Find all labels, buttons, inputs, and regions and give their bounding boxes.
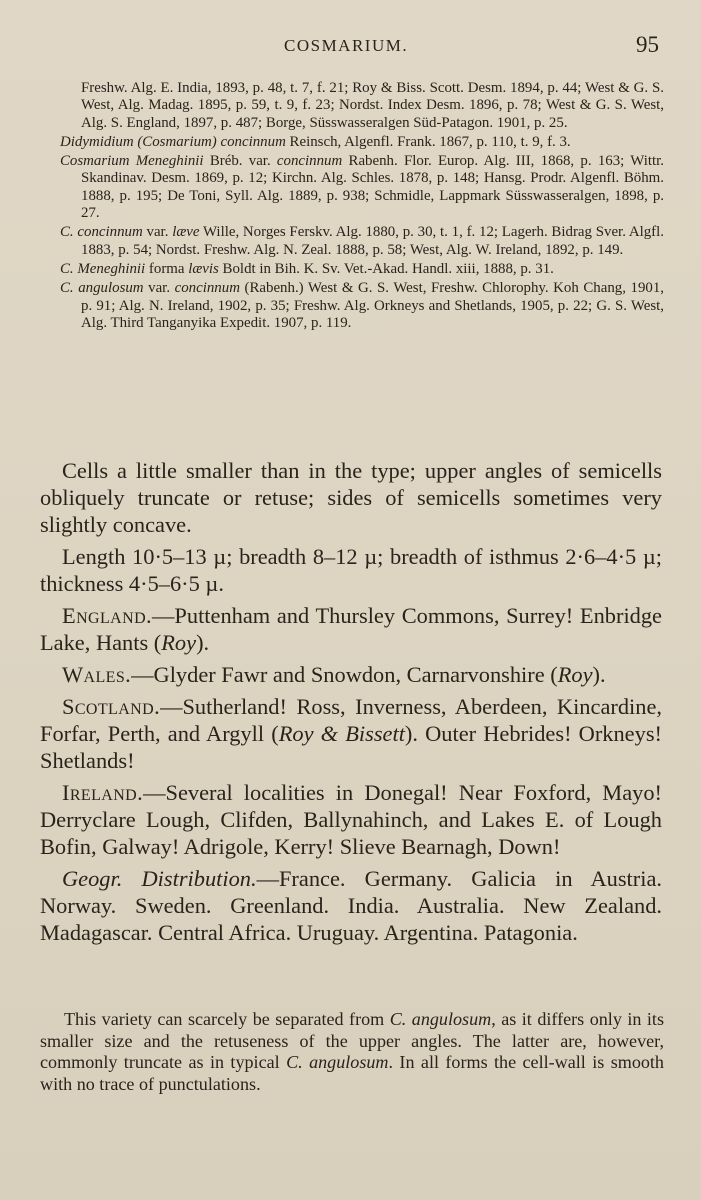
locality-label: England. <box>62 603 153 628</box>
locality-segment: —Several localities in Donegal! Near Foxford, Mayo! Derryclare Lough, Clifden, Ballynahinch, and Lakes E. of Lough Bofin, Galway! Adrigole, Kerry! Slieve Bearnagh, Down! <box>40 780 662 859</box>
locality-segment: —Sutherland! Ross, Inverness, Aberdeen, Kincardine, Forfar, Perth, and Argyll ( <box>40 694 662 746</box>
synonymy-segment: concinnum <box>276 153 343 170</box>
synonymy-segment: Freshw. Alg. E. India, 1893, p. 48, t. 7, f. 21; Roy & Biss. Scott. Desm. 1894, p. 44; West & G. S. West, Alg. Madag. 1895, p. 59, t. 9, f. 23; Nordst. Index Desm. 1896, p. 78; West & G. S. West, Alg. S. England, 1897, p. 487; Borge, Süsswasseralgen Süd-Patagon. 1901, p. 25. <box>81 80 664 131</box>
page-number: 95 <box>636 32 659 57</box>
locality-segment: Roy <box>161 630 197 655</box>
note-segment: . In all forms the cell-wall is smooth with no trace of punctulations. <box>40 1052 664 1094</box>
synonymy-segment: var. <box>142 224 173 241</box>
synonymy-entry <box>60 134 664 151</box>
synonymy-entry <box>60 224 664 259</box>
locality-label: Ireland. <box>62 780 144 805</box>
locality-segment: —Glyder Fawr and Snowdon, Carnarvonshire ( <box>131 662 558 687</box>
locality-segment: ). Outer Hebrides! Orkneys! Shetlands! <box>40 721 662 773</box>
synonymy-segment: Boldt in Bih. K. Sv. Vet.-Akad. Handl. xiii, 1888, p. 31. <box>218 260 554 277</box>
synonymy-entry <box>60 153 664 222</box>
page-header <box>0 32 701 62</box>
note-paragraph <box>40 1009 664 1095</box>
synonymy-entry <box>60 261 664 278</box>
locality-segment: —Puttenham and Thursley Commons, Surrey! Enbridge Lake, Hants ( <box>40 603 662 655</box>
note-segment: This variety can scarcely be separated from <box>64 1009 390 1029</box>
synonymy-segment: læve <box>172 224 200 241</box>
locality-segment: Roy <box>557 662 593 687</box>
locality-segment: ). <box>592 662 606 687</box>
distribution-paragraph <box>40 865 662 946</box>
localities-list <box>40 602 662 860</box>
synonymy-segment: Didymidium (Cosmarium) concinnum <box>60 133 286 150</box>
locality-paragraph <box>40 693 662 774</box>
note-segment: C. angulosum <box>286 1052 389 1072</box>
note-block <box>40 1009 664 1095</box>
running-head: COSMARIUM. <box>284 36 409 55</box>
locality-label: Scotland. <box>62 694 161 719</box>
locality-paragraph <box>40 661 662 688</box>
synonymy-entry <box>60 280 664 332</box>
note-segment: C. angulosum <box>389 1009 492 1029</box>
synonymy-list <box>60 80 664 332</box>
synonymy-segment: Wille, Norges Ferskv. Alg. 1880, p. 30, t. 1, f. 12; Lagerh. Bidrag Sver. Algfl. 1883, p. 54; Nordst. Freshw. Alg. N. Zeal. 1888, p. 58; West, Alg. W. Ireland, 1892, p. 149. <box>81 224 665 258</box>
synonymy-segment: Rabenh. Flor. Europ. Alg. III, 1868, p. 163; Wittr. Skandinav. Desm. 1869, p. 12; Kirchn. Alg. Schles. 1878, p. 148; Hansg. Prodr. Algenfl. Böhm. 1888, p. 195; De Toni, Syll. Alg. 1889, p. 938; Schmidle, Lappmark Süsswasseralgen, 1898, p. 27. <box>81 153 665 222</box>
main-text <box>40 457 662 951</box>
locality-label: Wales. <box>62 662 132 687</box>
synonymy-segment: Reinsch, Algenfl. Frank. 1867, p. 110, t. 9, f. 3. <box>285 133 571 150</box>
distribution-text: —France. Germany. Galicia in Austria. Norway. Sweden. Greenland. India. Australia. New Zealand. Madagascar. Central Africa. Uruguay. Argentina. Patagonia. <box>40 866 662 945</box>
synonymy-segment: var. <box>143 280 175 297</box>
synonymy-segment: C. Meneghinii <box>60 260 146 277</box>
synonymy-segment: concinnum <box>174 280 240 297</box>
synonymy-segment: (Rabenh.) West & G. S. West, Freshw. Chlorophy. Koh Chang, 1901, p. 91; Alg. N. Ireland, 1902, p. 35; Freshw. Alg. Orkneys and Shetlands, 1905, p. 22; G. S. West, Alg. Third Tanganyika Expedit. 1907, p. 119. <box>81 280 665 331</box>
synonymy-entry <box>60 80 664 132</box>
distribution-label: Geogr. Distribution. <box>62 866 257 891</box>
locality-paragraph <box>40 779 662 860</box>
locality-paragraph <box>40 602 662 656</box>
synonymy-segment: C. concinnum <box>60 224 143 241</box>
synonymy-segment: forma <box>145 260 189 277</box>
synonymy-segment: Bréb. var. <box>203 153 277 170</box>
synonymy-segment: lævis <box>188 260 219 277</box>
synonymy-segment: Cosmarium Meneghinii <box>60 153 204 170</box>
locality-segment: Roy & Bissett <box>278 721 405 746</box>
description-paragraph: Cells a little smaller than in the type; upper angles of semicells obliquely truncate or retuse; sides of semicells sometimes very slightly concave. <box>40 458 662 537</box>
dimensions-paragraph: Length 10·5–13 µ; breadth 8–12 µ; breadth of isthmus 2·6–4·5 µ; thickness 4·5–6·5 µ. <box>40 544 662 596</box>
locality-segment: ). <box>196 630 210 655</box>
synonymy-segment: C. angulosum <box>60 280 144 297</box>
note-segment: , as it differs only in its smaller size and the retuseness of the upper angles. The latter are, however, commonly truncate as in typical <box>40 1009 664 1072</box>
